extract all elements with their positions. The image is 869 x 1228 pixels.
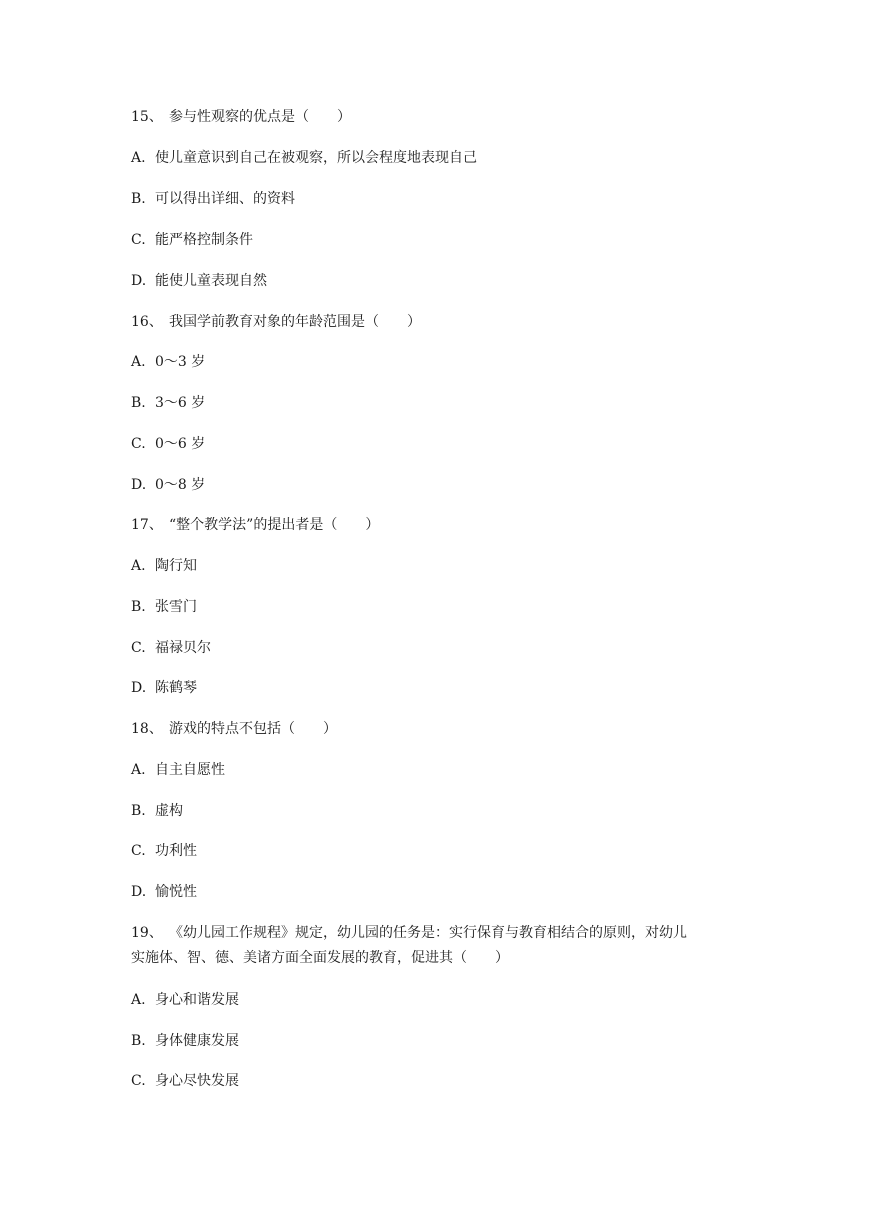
option-text: 身心尽快发展 xyxy=(155,1073,239,1089)
question-number: 15、 xyxy=(131,109,163,125)
option-text: 身心和谐发展 xyxy=(155,992,239,1008)
option-text: 陈鹤琴 xyxy=(155,680,197,696)
question-16-option-a xyxy=(131,353,205,371)
option-letter: D. xyxy=(131,273,147,289)
option-text: 愉悦性 xyxy=(155,884,197,900)
option-text: 陶行知 xyxy=(155,558,197,574)
option-text: 能使儿童表现自然 xyxy=(155,273,267,289)
question-number: 16、 xyxy=(131,314,163,330)
option-text: 张雪门 xyxy=(155,599,197,615)
question-15-option-a xyxy=(131,149,477,167)
option-letter: B. xyxy=(131,395,146,411)
question-17-option-a xyxy=(131,557,197,575)
question-17-option-b xyxy=(131,598,197,616)
option-text: 福禄贝尔 xyxy=(155,640,211,656)
option-letter: A. xyxy=(131,992,146,1008)
option-text: 0～8 岁 xyxy=(155,477,206,493)
question-16-option-d xyxy=(131,476,205,494)
option-text: 3～6 岁 xyxy=(155,395,206,411)
question-18-option-d xyxy=(131,883,197,901)
question-18-option-b xyxy=(131,802,183,820)
question-19-stem-line-2 xyxy=(131,949,509,967)
option-text: 身体健康发展 xyxy=(155,1033,239,1049)
question-text: 参与性观察的优点是（ ） xyxy=(169,109,351,125)
option-letter: C. xyxy=(131,843,146,859)
option-letter: B. xyxy=(131,191,146,207)
option-text: 能严格控制条件 xyxy=(155,232,253,248)
option-text: 使儿童意识到自己在被观察，所以会程度地表现自己 xyxy=(155,150,477,166)
question-text: 《幼儿园工作规程》规定，幼儿园的任务是：实行保育与教育相结合的原则，对幼儿 xyxy=(169,925,687,941)
option-letter: B. xyxy=(131,599,146,615)
question-number: 19、 xyxy=(131,925,163,941)
question-text: 我国学前教育对象的年龄范围是（ ） xyxy=(169,314,421,330)
question-number: 17、 xyxy=(131,517,163,533)
option-letter: A. xyxy=(131,150,146,166)
question-15-option-d xyxy=(131,272,267,290)
question-17-option-d xyxy=(131,679,197,697)
question-number: 18、 xyxy=(131,721,163,737)
question-19-option-c xyxy=(131,1072,239,1090)
question-16-option-b xyxy=(131,394,205,412)
option-letter: C. xyxy=(131,640,146,656)
question-15-option-b xyxy=(131,190,295,208)
option-letter: D. xyxy=(131,680,147,696)
option-letter: B. xyxy=(131,803,146,819)
option-text: 虚构 xyxy=(155,803,183,819)
question-15-stem xyxy=(131,108,351,126)
question-text: 游戏的特点不包括（ ） xyxy=(169,721,337,737)
option-letter: A. xyxy=(131,762,146,778)
question-19-stem xyxy=(131,924,687,942)
option-letter: D. xyxy=(131,477,147,493)
option-letter: D. xyxy=(131,884,147,900)
option-text: 功利性 xyxy=(155,843,197,859)
option-text: 0～6 岁 xyxy=(155,436,206,452)
option-text: 可以得出详细、的资料 xyxy=(155,191,295,207)
option-text: 自主自愿性 xyxy=(155,762,225,778)
question-17-option-c xyxy=(131,639,211,657)
question-19-option-b xyxy=(131,1032,239,1050)
question-17-stem xyxy=(131,516,379,534)
option-letter: A. xyxy=(131,354,146,370)
option-letter: C. xyxy=(131,436,146,452)
question-text: “整个教学法”的提出者是（ ） xyxy=(169,517,380,533)
option-text: 0～3 岁 xyxy=(155,354,206,370)
question-19-option-a xyxy=(131,991,239,1009)
option-letter: A. xyxy=(131,558,146,574)
question-16-stem xyxy=(131,313,421,331)
question-18-option-c xyxy=(131,842,197,860)
question-15-option-c xyxy=(131,231,253,249)
option-letter: C. xyxy=(131,1073,146,1089)
option-letter: C. xyxy=(131,232,146,248)
question-18-stem xyxy=(131,720,337,738)
question-16-option-c xyxy=(131,435,205,453)
question-text-continued: 实施体、智、德、美诸方面全面发展的教育，促进其（ ） xyxy=(131,950,509,966)
option-letter: B. xyxy=(131,1033,146,1049)
question-18-option-a xyxy=(131,761,225,779)
